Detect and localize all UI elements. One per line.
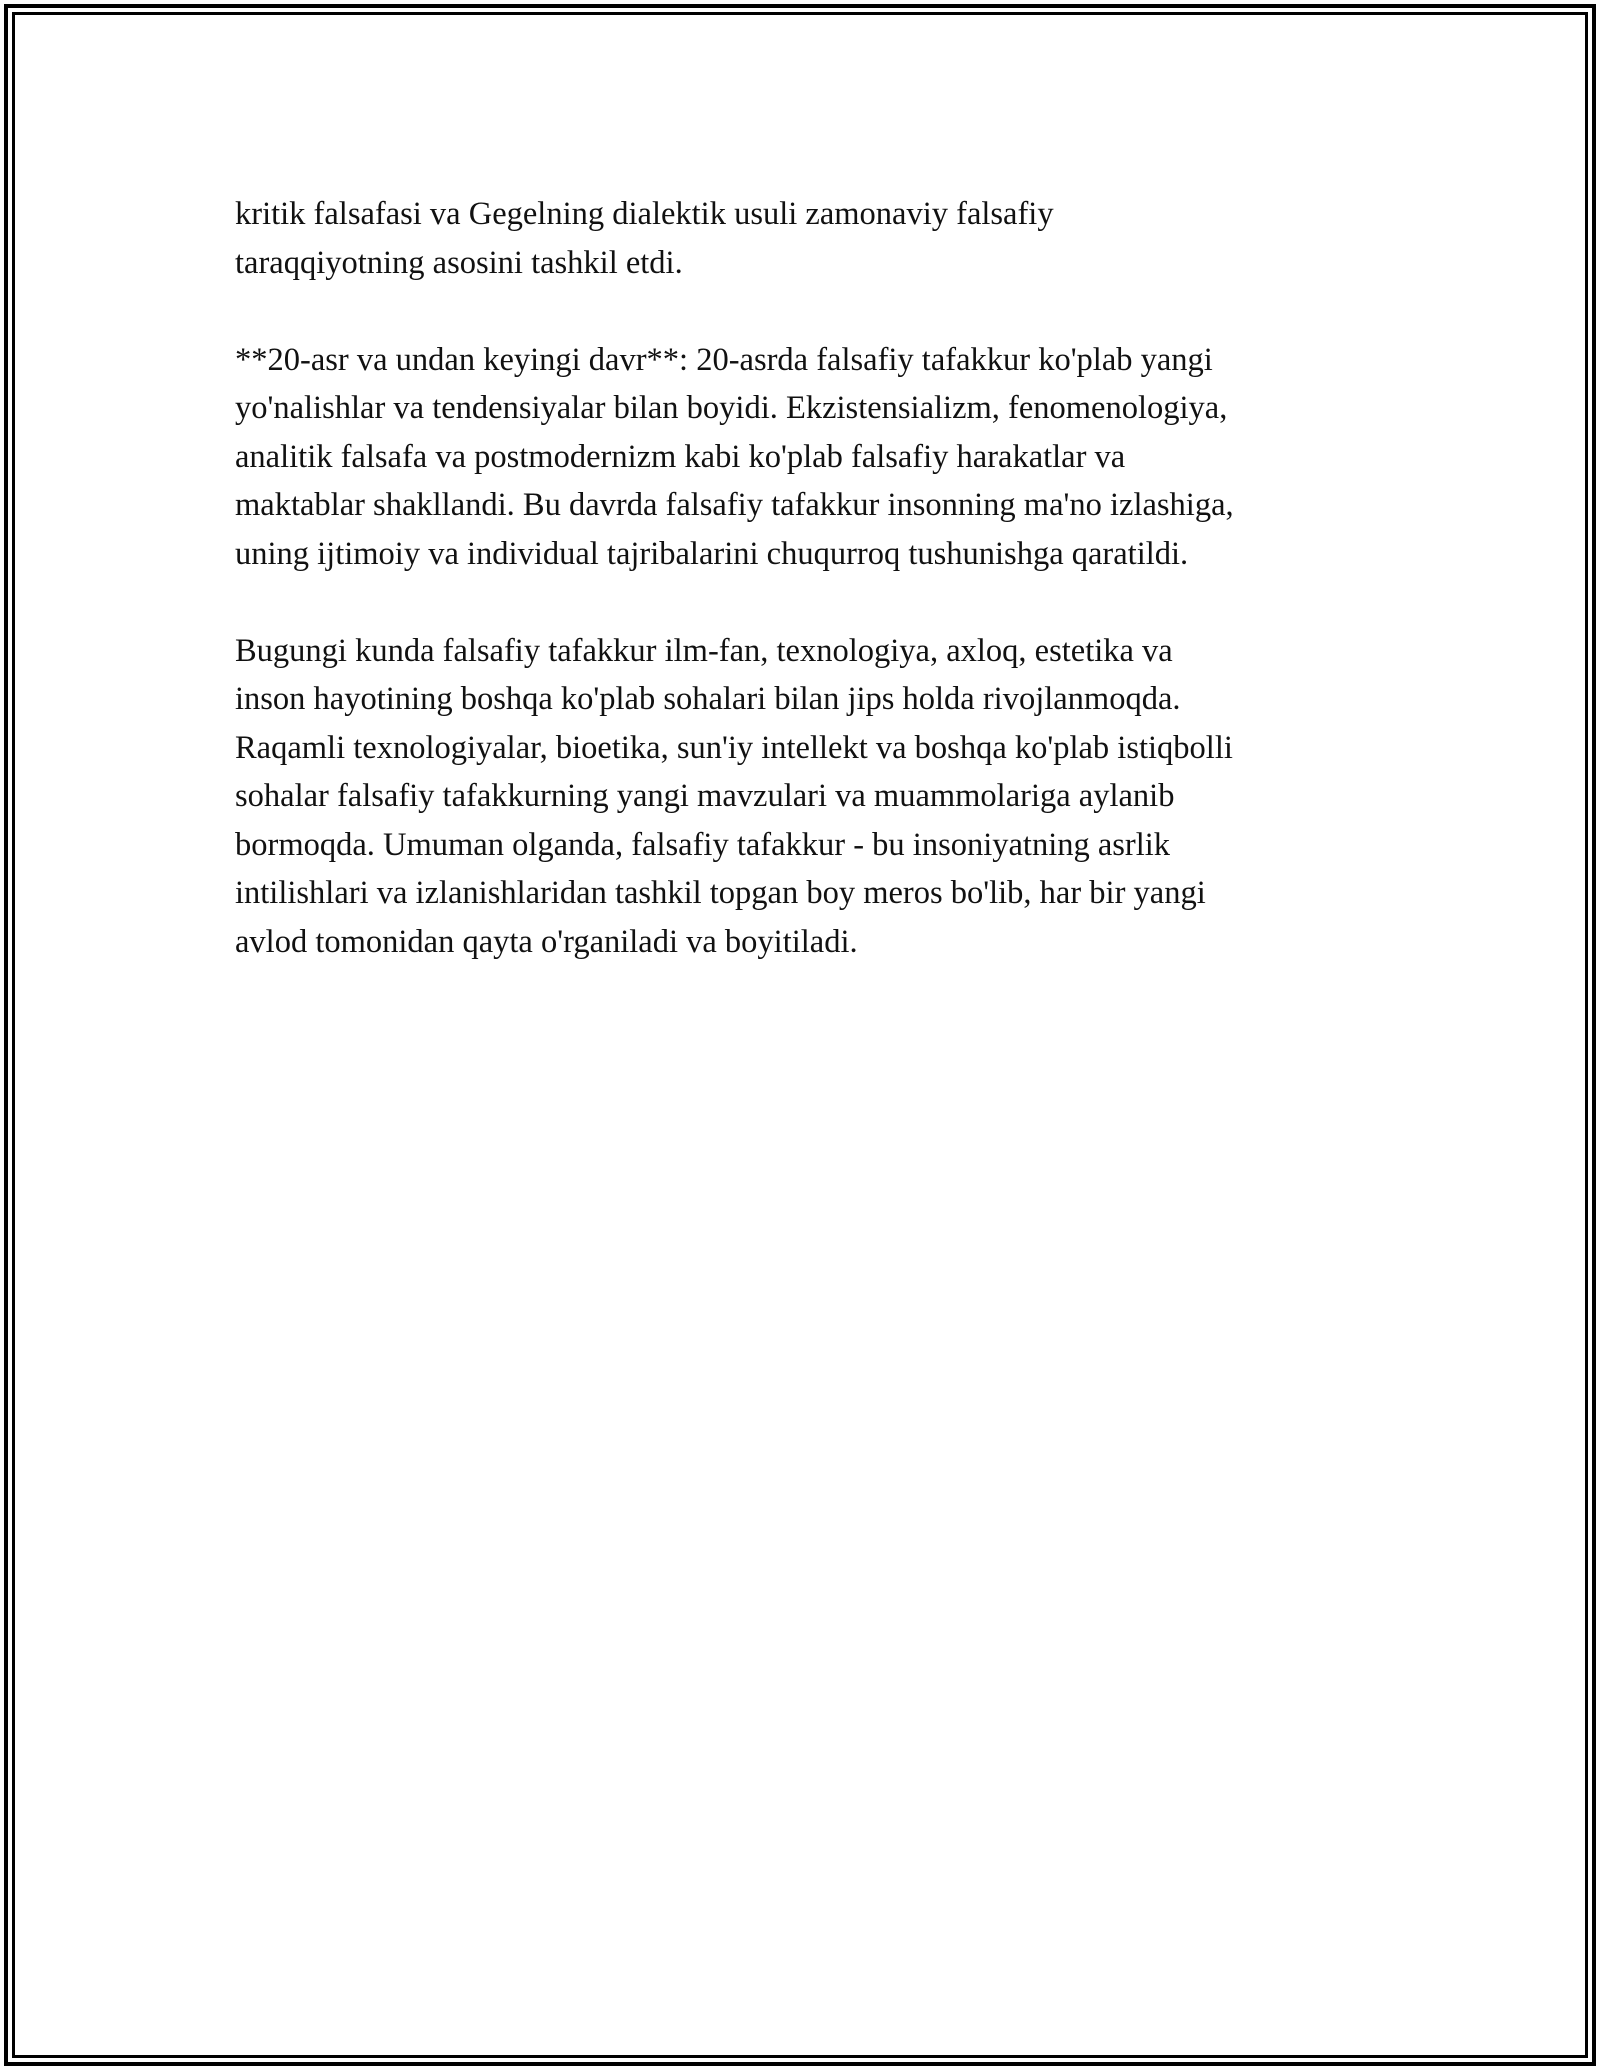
text-line: uning ijtimoiy va individual tajribalarini chuqurroq tushunishga qaratildi. xyxy=(235,535,1189,572)
text-line: intilishlari va izlanishlaridan tashkil topgan boy meros bo'lib, har bir yangi xyxy=(235,875,1206,911)
text-line: **20-asr va undan keyingi davr**: 20-asrda falsafiy tafakkur ko'plab yangi xyxy=(235,341,1213,378)
text-line: avlod tomonidan qayta o'rganiladi va boyitiladi. xyxy=(235,923,858,960)
paragraph-2 xyxy=(235,336,1375,579)
text-line: yo'nalishlar va tendensiyalar bilan boyidi. Ekzistensializm, fenomenologiya, xyxy=(235,390,1228,426)
text-line: bormoqda. Umuman olganda, falsafiy tafakkur - bu insoniyatning asrlik xyxy=(235,826,1171,863)
text-line: taraqqiyotning asosini tashkil etdi. xyxy=(235,244,683,281)
text-line: Raqamli texnologiyalar, bioetika, sun'iy intellekt va boshqa ko'plab istiqbolli xyxy=(235,729,1233,766)
text-line: maktablar shakllandi. Bu davrda falsafiy tafakkur insonning ma'no izlashiga, xyxy=(235,487,1234,523)
text-line: inson hayotining boshqa ko'plab sohalari bilan jips holda rivojlanmoqda. xyxy=(235,681,1181,717)
text-line: analitik falsafa va postmodernizm kabi ko'plab falsafiy harakatlar va xyxy=(235,438,1126,475)
text-line: sohalar falsafiy tafakkurning yangi mavzulari va muammolariga aylanib xyxy=(235,778,1175,814)
text-line: Bugungi kunda falsafiy tafakkur ilm-fan, texnologiya, axloq, estetika va xyxy=(235,632,1173,669)
paragraph-1 xyxy=(235,190,1375,287)
text-line: kritik falsafasi va Gegelning dialektik usuli zamonaviy falsafiy xyxy=(235,196,1054,232)
document-body xyxy=(235,190,1375,1015)
paragraph-3 xyxy=(235,627,1375,967)
